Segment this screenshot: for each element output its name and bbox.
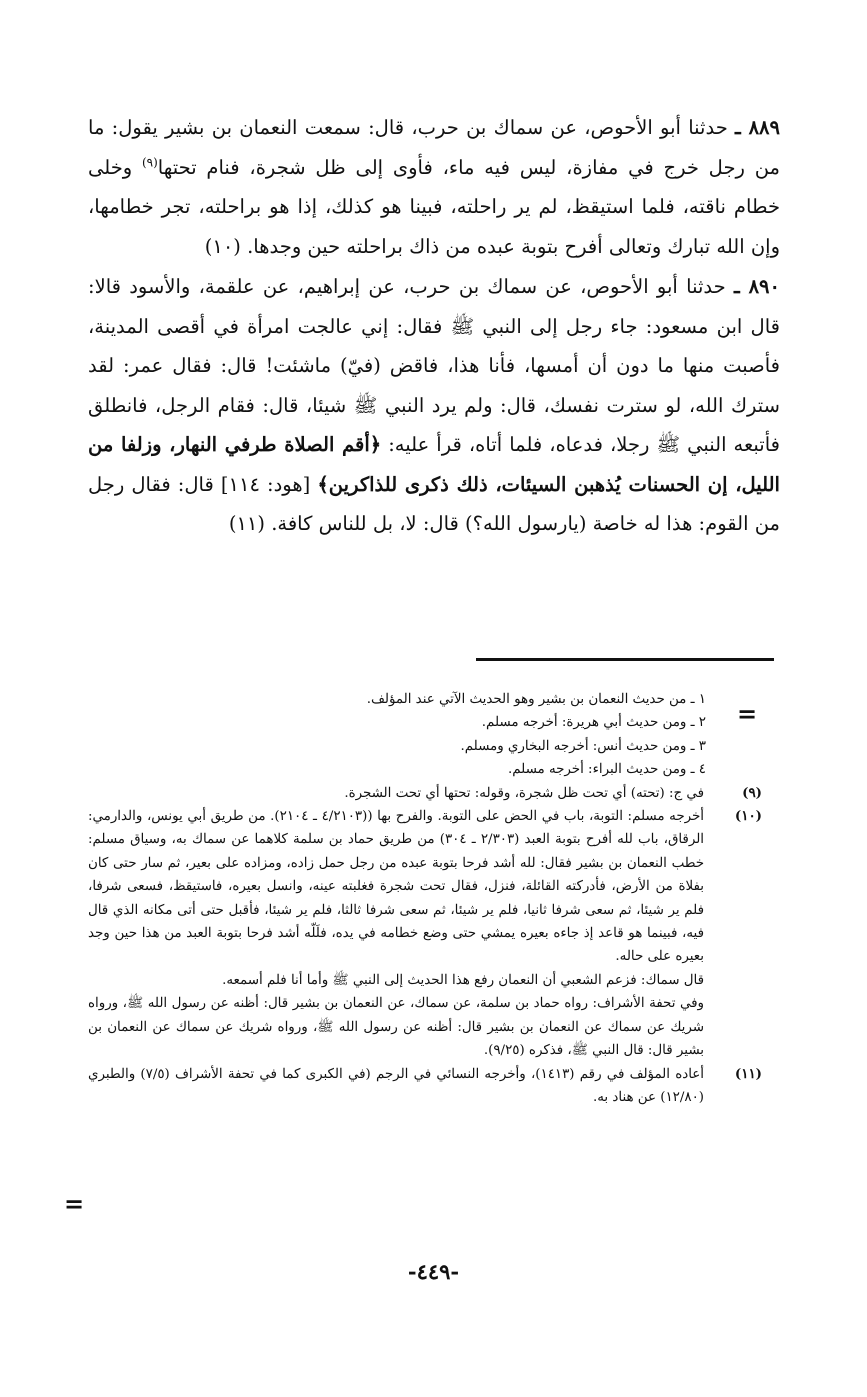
footnote-number: (١١) bbox=[734, 1065, 762, 1082]
hadith-number: ٨٨٩ ـ bbox=[735, 116, 780, 139]
footnote-11 bbox=[88, 1063, 764, 1110]
footnote-ref: (١٠) bbox=[204, 234, 241, 258]
footnote-10 bbox=[88, 805, 764, 1062]
footnote-continuation-line: ٤ ـ ومن حديث البراء: أخرجه مسلم. bbox=[507, 762, 706, 778]
hadith-890 bbox=[88, 267, 780, 544]
main-text bbox=[88, 108, 780, 545]
footnote-9 bbox=[88, 782, 764, 805]
hadith-text: حدثنا أبو الأحوص، عن سماك بن حرب، عن إبراهيم، عن علقمة، والأسود قالا: قال ابن مسعود: جاء رجل إلى النبي ﷺ فقال: إني عالجت امرأة في أقصى المدينة، فأصبت منها ما دون أن أمسها، فأنا هذا، فاقض (فيّ) ماشئت! قال: فقال عمر: لقد سترك الله، لو سترت نفسك، قال: ولم يرد النبي ﷺ شيئا، قال: فقام الرجل، فانطلق فأتبعه النبي ﷺ رجلا، فدعاه، فلما أتاه، قرأ عليه: bbox=[88, 275, 780, 456]
hadith-889 bbox=[88, 108, 780, 266]
footnote-number: (٩) bbox=[742, 784, 762, 801]
hadith-text: وخلى خطام ناقته، فلما استيقظ، لم ير راحلته، فبينا هو كذلك، إذا هو براحلته، تجر خطامها، وإن الله تبارك وتعالى أفرح بتوبة عبده من ذاك براحلته حين وجدها. bbox=[88, 155, 780, 258]
footnote-number: (١٠) bbox=[734, 808, 762, 825]
continuation-marker: = bbox=[64, 1190, 85, 1218]
footnote-text: أعاده المؤلف في رقم (١٤١٣)، وأخرجه النسائي في الرجم (في الكبرى كما في تحفة الأشراف (٧/٥) والطبري (١٢/٨٠) عن هناد به. bbox=[88, 1066, 704, 1105]
footnote-text: قال سماك: فزعم الشعبي أن النعمان رفع هذا الحديث إلى النبي ﷺ وأما أنا فلم أسمعه. bbox=[222, 972, 704, 988]
footnote-continuation-line: ٣ ـ ومن حديث أنس: أخرجه البخاري ومسلم. bbox=[460, 738, 706, 754]
page-number: -٤٤٩- bbox=[407, 1259, 460, 1284]
hadith-text: حدثنا أبو الأحوص، عن سماك بن حرب، قال: سمعت النعمان بن بشير يقول: ما من رجل خرج في مفازة، ليس فيه ماء، فأوى إلى ظل شجرة، فنام تحتها bbox=[88, 116, 780, 179]
quran-verse: ﴿أقم الصلاة طرفي النهار، وزلفا من الليل، إن الحسنات يُذهبن السيئات، ذلك ذكرى للذاكرين﴾ bbox=[88, 433, 780, 496]
footnote-continuation-line: ٢ ـ ومن حديث أبي هريرة: أخرجه مسلم. bbox=[481, 715, 706, 731]
footnote-text: أخرجه مسلم: التوبة، باب في الحض على التوبة. والفرح بها ((٤/٢١٠٣ ـ ٢١٠٤). من طريق أبي يونس، والدارمي: الرقاق، باب لله أفرح بتوبة العبد (٢/٣٠٣ ـ ٣٠٤) من طريق حماد بن سلمة كلاهما عن سماك به، وسياق مسلم: خطب النعمان بن بشير فقال: لله أشد فرحا بتوبة عبده من رجل حمل زاده، ومزاده على بعير، ثم سار حتى كان بفلاة من الأرض، فأدركته القائلة، فنزل، فقال تحت شجرة فغلبته عينه، وانسل بعيره، فاستيقظ، فسعى شرفا، فلم ير شيئا، ثم سعى شرفا ثانيا، فلم ير شيئا، ثم سعى شرفا ثالثا، فلم ير شيئا، فأقبل حتى أتى مكانه الذي قال فيه، فبينما هو قاعد إذ جاءه بعيره يمشي حتى وضع خطامه في يده، فلَلّه أشد فرحا بتوبة العبد من هذا حين وجد بعيره على حاله. bbox=[88, 809, 705, 965]
continuation-marker: = bbox=[737, 700, 758, 728]
hadith-text: [هود: ١١٤] قال: فقال رجل من القوم: هذا له خاصة (يارسول الله؟) قال: لا، بل للناس كافة. bbox=[88, 472, 780, 535]
footnote-text: في ج: (تحته) أي تحت ظل شجرة، وقوله: تحتها أي تحت الشجرة. bbox=[344, 785, 704, 801]
hadith-number: ٨٩٠ ـ bbox=[733, 275, 780, 298]
footnote-separator bbox=[476, 658, 774, 661]
footnote-continuation-line: ١ ـ من حديث النعمان بن بشير وهو الحديث الآتي عند المؤلف. bbox=[366, 692, 706, 707]
footnote-text: وفي تحفة الأشراف: رواه حماد بن سلمة، عن سماك، عن النعمان بن بشير قال: أظنه عن رسول الله ﷺ، ورواه شريك عن سماك عن النعمان بن بشير قال: أظنه عن رسول الله ﷺ، ورواه شريك عن سماك عن النعمان بن بشير قال: قال النبي ﷺ، فذكره (٩/٢٥). bbox=[88, 996, 704, 1059]
footnote-ref: (١١) bbox=[228, 512, 265, 535]
footnote-ref: (٩) bbox=[141, 155, 158, 169]
footnotes bbox=[88, 688, 764, 1109]
